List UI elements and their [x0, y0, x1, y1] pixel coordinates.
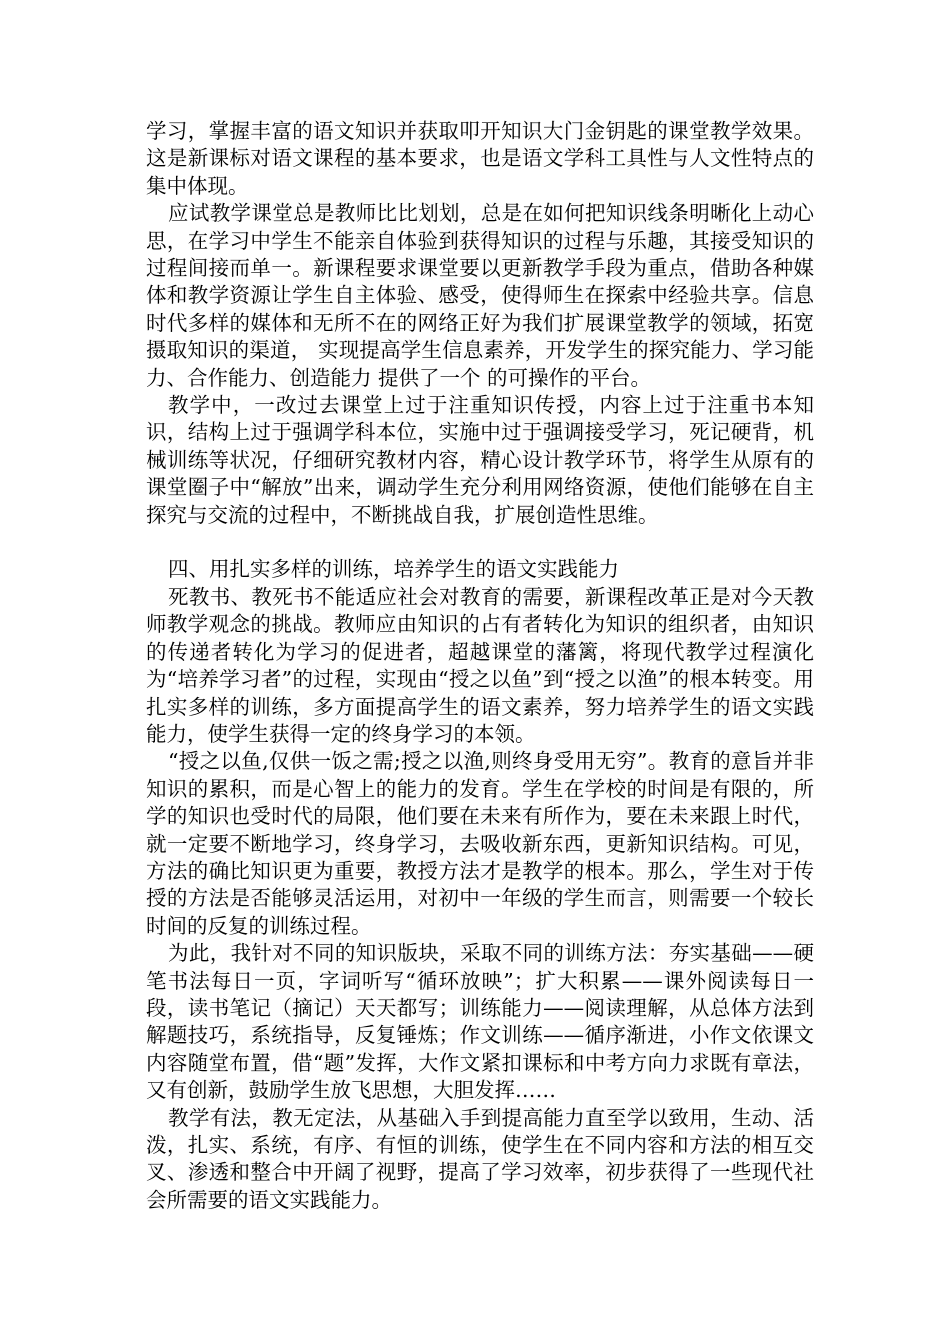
paragraph-5: “授之以鱼,仅供一饭之需;授之以渔,则终身受用无穷”。教育的意旨并非知识的累积，而是心智上的能力的发育。学生在学校的时间是有限的，所学的知识也受时代的局限，他们要在未来有所作为，要在未来跟上时代，就一定要不断地学习，终身学习，去吸收新东西，更新知识结构。可见，方法的确比知识更为重要，教授方法才是教学的根本。那么，学生对于传授的方法是否能够灵活运用，对初中一年级的学生而言，则需要一个较长时间的反复的训练过程。 [146, 749, 814, 938]
paragraph-6: 为此，我针对不同的知识版块，采取不同的训练方法：夯实基础——硬笔书法每日一页，字词听写“循环放映”；扩大积累——课外阅读每日一段，读书笔记（摘记）天天都写；训练能力——阅读理解，从总体方法到解题技巧，系统指导，反复锤炼；作文训练——循序渐进，小作文依课文内容随堂布置，借“题”发挥，大作文紧扣课标和中考方向力求既有章法，又有创新，鼓励学生放飞思想，大胆发挥…… [146, 941, 814, 1103]
paragraph-4: 死教书、教死书不能适应社会对教育的需要，新课程改革正是对今天教师教学观念的挑战。教师应由知识的占有者转化为知识的组织者，由知识的传递者转化为学习的促进者，超越课堂的藩篱，将现代教学过程演化为“培养学习者”的过程，实现由“授之以鱼”到“授之以渔”的根本转变。用扎实多样的训练，多方面提高学生的语文素养，努力培养学生的语文实践能力，使学生获得一定的终身学习的本领。 [146, 584, 814, 746]
section-heading: 四、用扎实多样的训练，培养学生的语文实践能力 [168, 557, 619, 582]
paragraph-3: 教学中，一改过去课堂上过于注重知识传授，内容上过于注重书本知识，结构上过于强调学科本位，实施中过于强调接受学习，死记硬背，机械训练等状况，仔细研究教材内容，精心设计教学环节，将学生从原有的课堂圈子中“解放”出来，调动学生充分利用网络资源，使他们能够在自主探究与交流的过程中，不断挑战自我，扩展创造性思维。 [146, 393, 814, 527]
paragraph-1: 学习，掌握丰富的语文知识并获取叩开知识大门金钥匙的课堂教学效果。这是新课标对语文课程的基本要求，也是语文学科工具性与人文性特点的集中体现。 [146, 119, 814, 198]
paragraph-2: 应试教学课堂总是教师比比划划，总是在如何把知识线条明晰化上动心思，在学习中学生不能亲自体验到获得知识的过程与乐趣，其接受知识的过程间接而单一。新课程要求课堂要以更新教学手段为重点，借助各种媒体和教学资源让学生自主体验、感受，使得师生在探索中经验共享。信息时代多样的媒体和无所不在的网络正好为我们扩展课堂教学的领域，拓宽摄取知识的渠道， 实现提高学生信息素养，开发学生的探究能力、学习能力、合作能力、创造能力 提供了一个 的可操作的平台。 [146, 201, 814, 390]
paragraph-7: 教学有法，教无定法，从基础入手到提高能力直至学以致用，生动、活泼，扎实、系统，有序、有恒的训练，使学生在不同内容和方法的相互交叉、渗透和整合中开阔了视野，提高了学习效率，初步获得了一些现代社会所需要的语文实践能力。 [146, 1105, 814, 1212]
document-page [146, 118, 814, 1214]
